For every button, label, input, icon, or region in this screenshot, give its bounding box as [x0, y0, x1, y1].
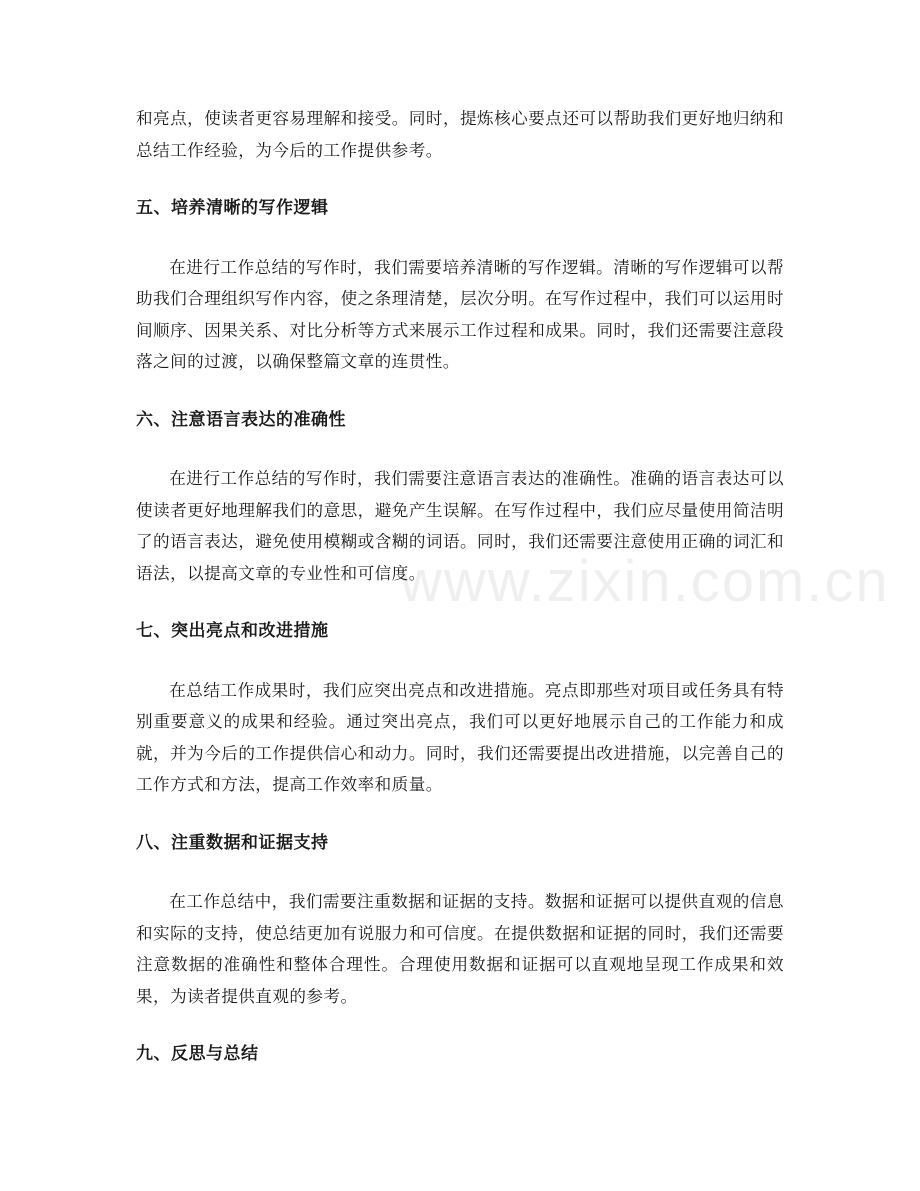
section-heading-7: 七、突出亮点和改进措施: [136, 621, 329, 641]
section-body-7: 在总结工作成果时，我们应突出亮点和改进措施。亮点即那些对项目或任务具有特别重要意义的成果和经验。通过突出亮点，我们可以更好地展示自己的工作能力和成就，并为今后的工作提供信心和动力。同时，我们还需要提出改进措施，以完善自己的工作方式和方法，提高工作效率和质量。: [136, 680, 784, 794]
document-body: [136, 103, 784, 1071]
section-heading-9: 九、反思与总结: [136, 1044, 259, 1064]
intro-paragraph: 和亮点，使读者更容易理解和接受。同时，提炼核心要点还可以帮助我们更好地归纳和总结工作经验，为今后的工作提供参考。: [136, 109, 784, 160]
section-body-6: 在进行工作总结的写作时，我们需要注意语言表达的准确性。准确的语言表达可以使读者更好地理解我们的意思，避免产生误解。在写作过程中，我们应尽量使用简洁明了的语言表达，避免使用模糊或含糊的词语。同时，我们还需要注意使用正确的词汇和语法，以提高文章的专业性和可信度。: [136, 469, 784, 583]
section-heading-8: 八、注重数据和证据支持: [136, 832, 329, 853]
watermark: www.zixin.com.cn: [400, 549, 890, 614]
section-heading-6: 六、注意语言表达的准确性: [136, 409, 346, 430]
section-body-5: 在进行工作总结的写作时，我们需要培养清晰的写作逻辑。清晰的写作逻辑可以帮助我们合理组织写作内容，使之条理清楚，层次分明。在写作过程中，我们可以运用时间顺序、因果关系、对比分析等方式来展示工作过程和成果。同时，我们还需要注意段落之间的过渡，以确保整篇文章的连贯性。: [136, 257, 784, 371]
section-body-8: 在工作总结中，我们需要注重数据和证据的支持。数据和证据可以提供直观的信息和实际的支持，使总结更加有说服力和可信度。在提供数据和证据的同时，我们还需要注意数据的准确性和整体合理性。合理使用数据和证据可以直观地呈现工作成果和效果，为读者提供直观的参考。: [136, 892, 784, 1006]
section-heading-5: 五、培养清晰的写作逻辑: [136, 198, 329, 218]
